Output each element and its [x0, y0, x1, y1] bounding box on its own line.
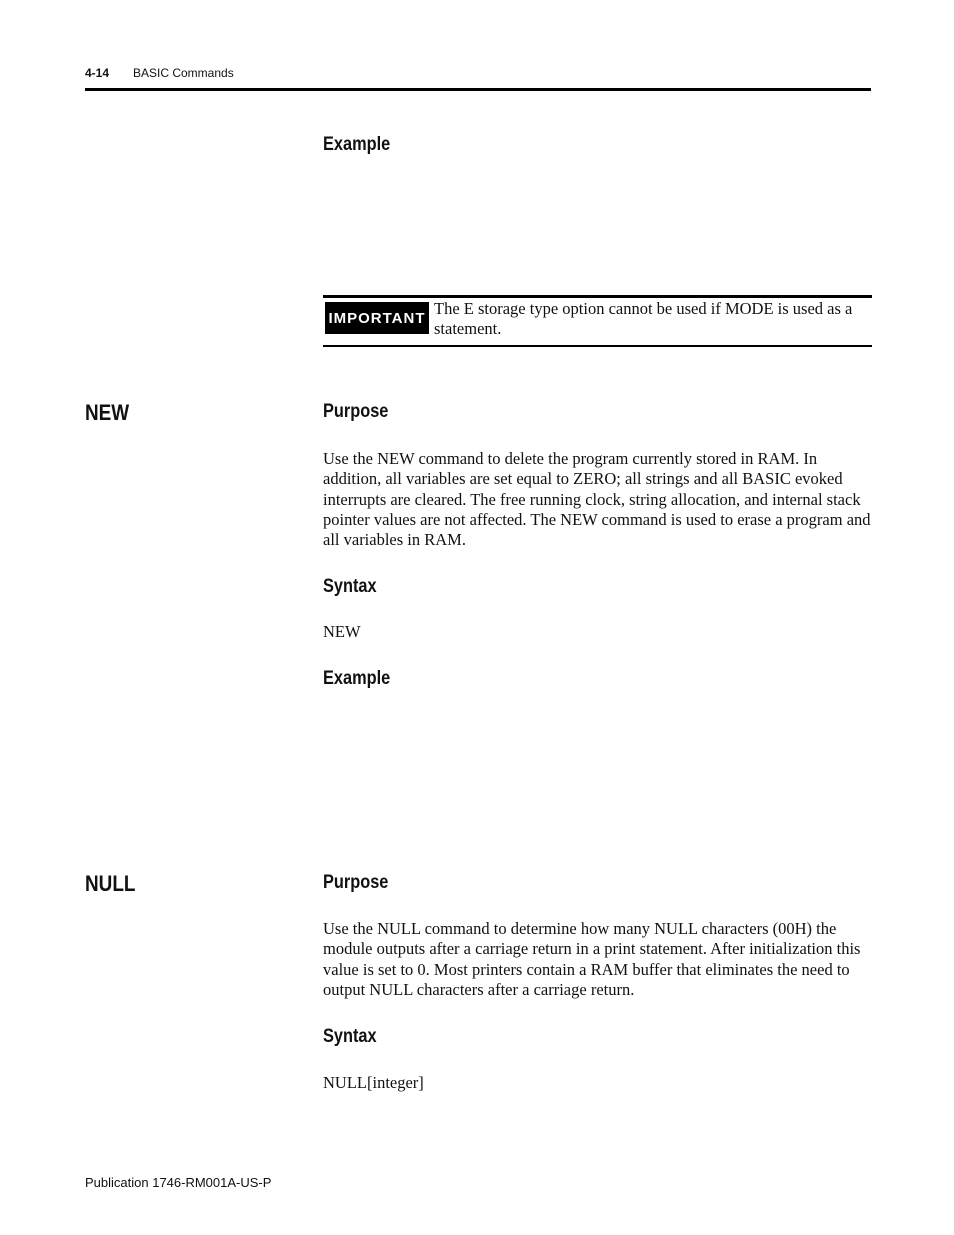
new-purpose-heading: Purpose [323, 401, 389, 422]
important-top-rule [323, 295, 872, 298]
important-badge: IMPORTANT [325, 302, 429, 334]
null-syntax-text: NULL[integer] [323, 1073, 424, 1092]
important-bottom-rule [323, 345, 872, 347]
new-syntax-text: NEW [323, 622, 361, 641]
null-section-title: NULL [85, 871, 136, 896]
important-text: The E storage type option cannot be used if MODE is used as a statement. [434, 299, 853, 339]
null-purpose-text: Use the NULL command to determine how many NULL characters (00H) the module outputs after a carriage return in a print statement. After initialization this value is set to 0. Most printers contain a RAM buffer that eliminates the need to output NULL characters after a carriage return. [323, 919, 861, 999]
null-syntax-heading: Syntax [323, 1026, 377, 1047]
new-section-title: NEW [85, 400, 130, 425]
example-heading: Example [323, 134, 391, 155]
new-syntax-heading: Syntax [323, 576, 377, 597]
chapter-title: BASIC Commands [133, 66, 234, 80]
new-example-heading: Example [323, 668, 391, 689]
new-purpose-text: Use the NEW command to delete the program currently stored in RAM. In addition, all variables are set equal to ZERO; all strings and all BASIC evoked interrupts are cleared. The free running clock, string allocation, and internal stack pointer values are not affected. The NEW command is used to erase a program and all variables in RAM. [323, 449, 871, 550]
page-number: 4-14 [85, 66, 110, 80]
header-rule [85, 88, 871, 91]
null-purpose-heading: Purpose [323, 872, 389, 893]
publication-footer: Publication 1746-RM001A-US-P [85, 1175, 272, 1190]
